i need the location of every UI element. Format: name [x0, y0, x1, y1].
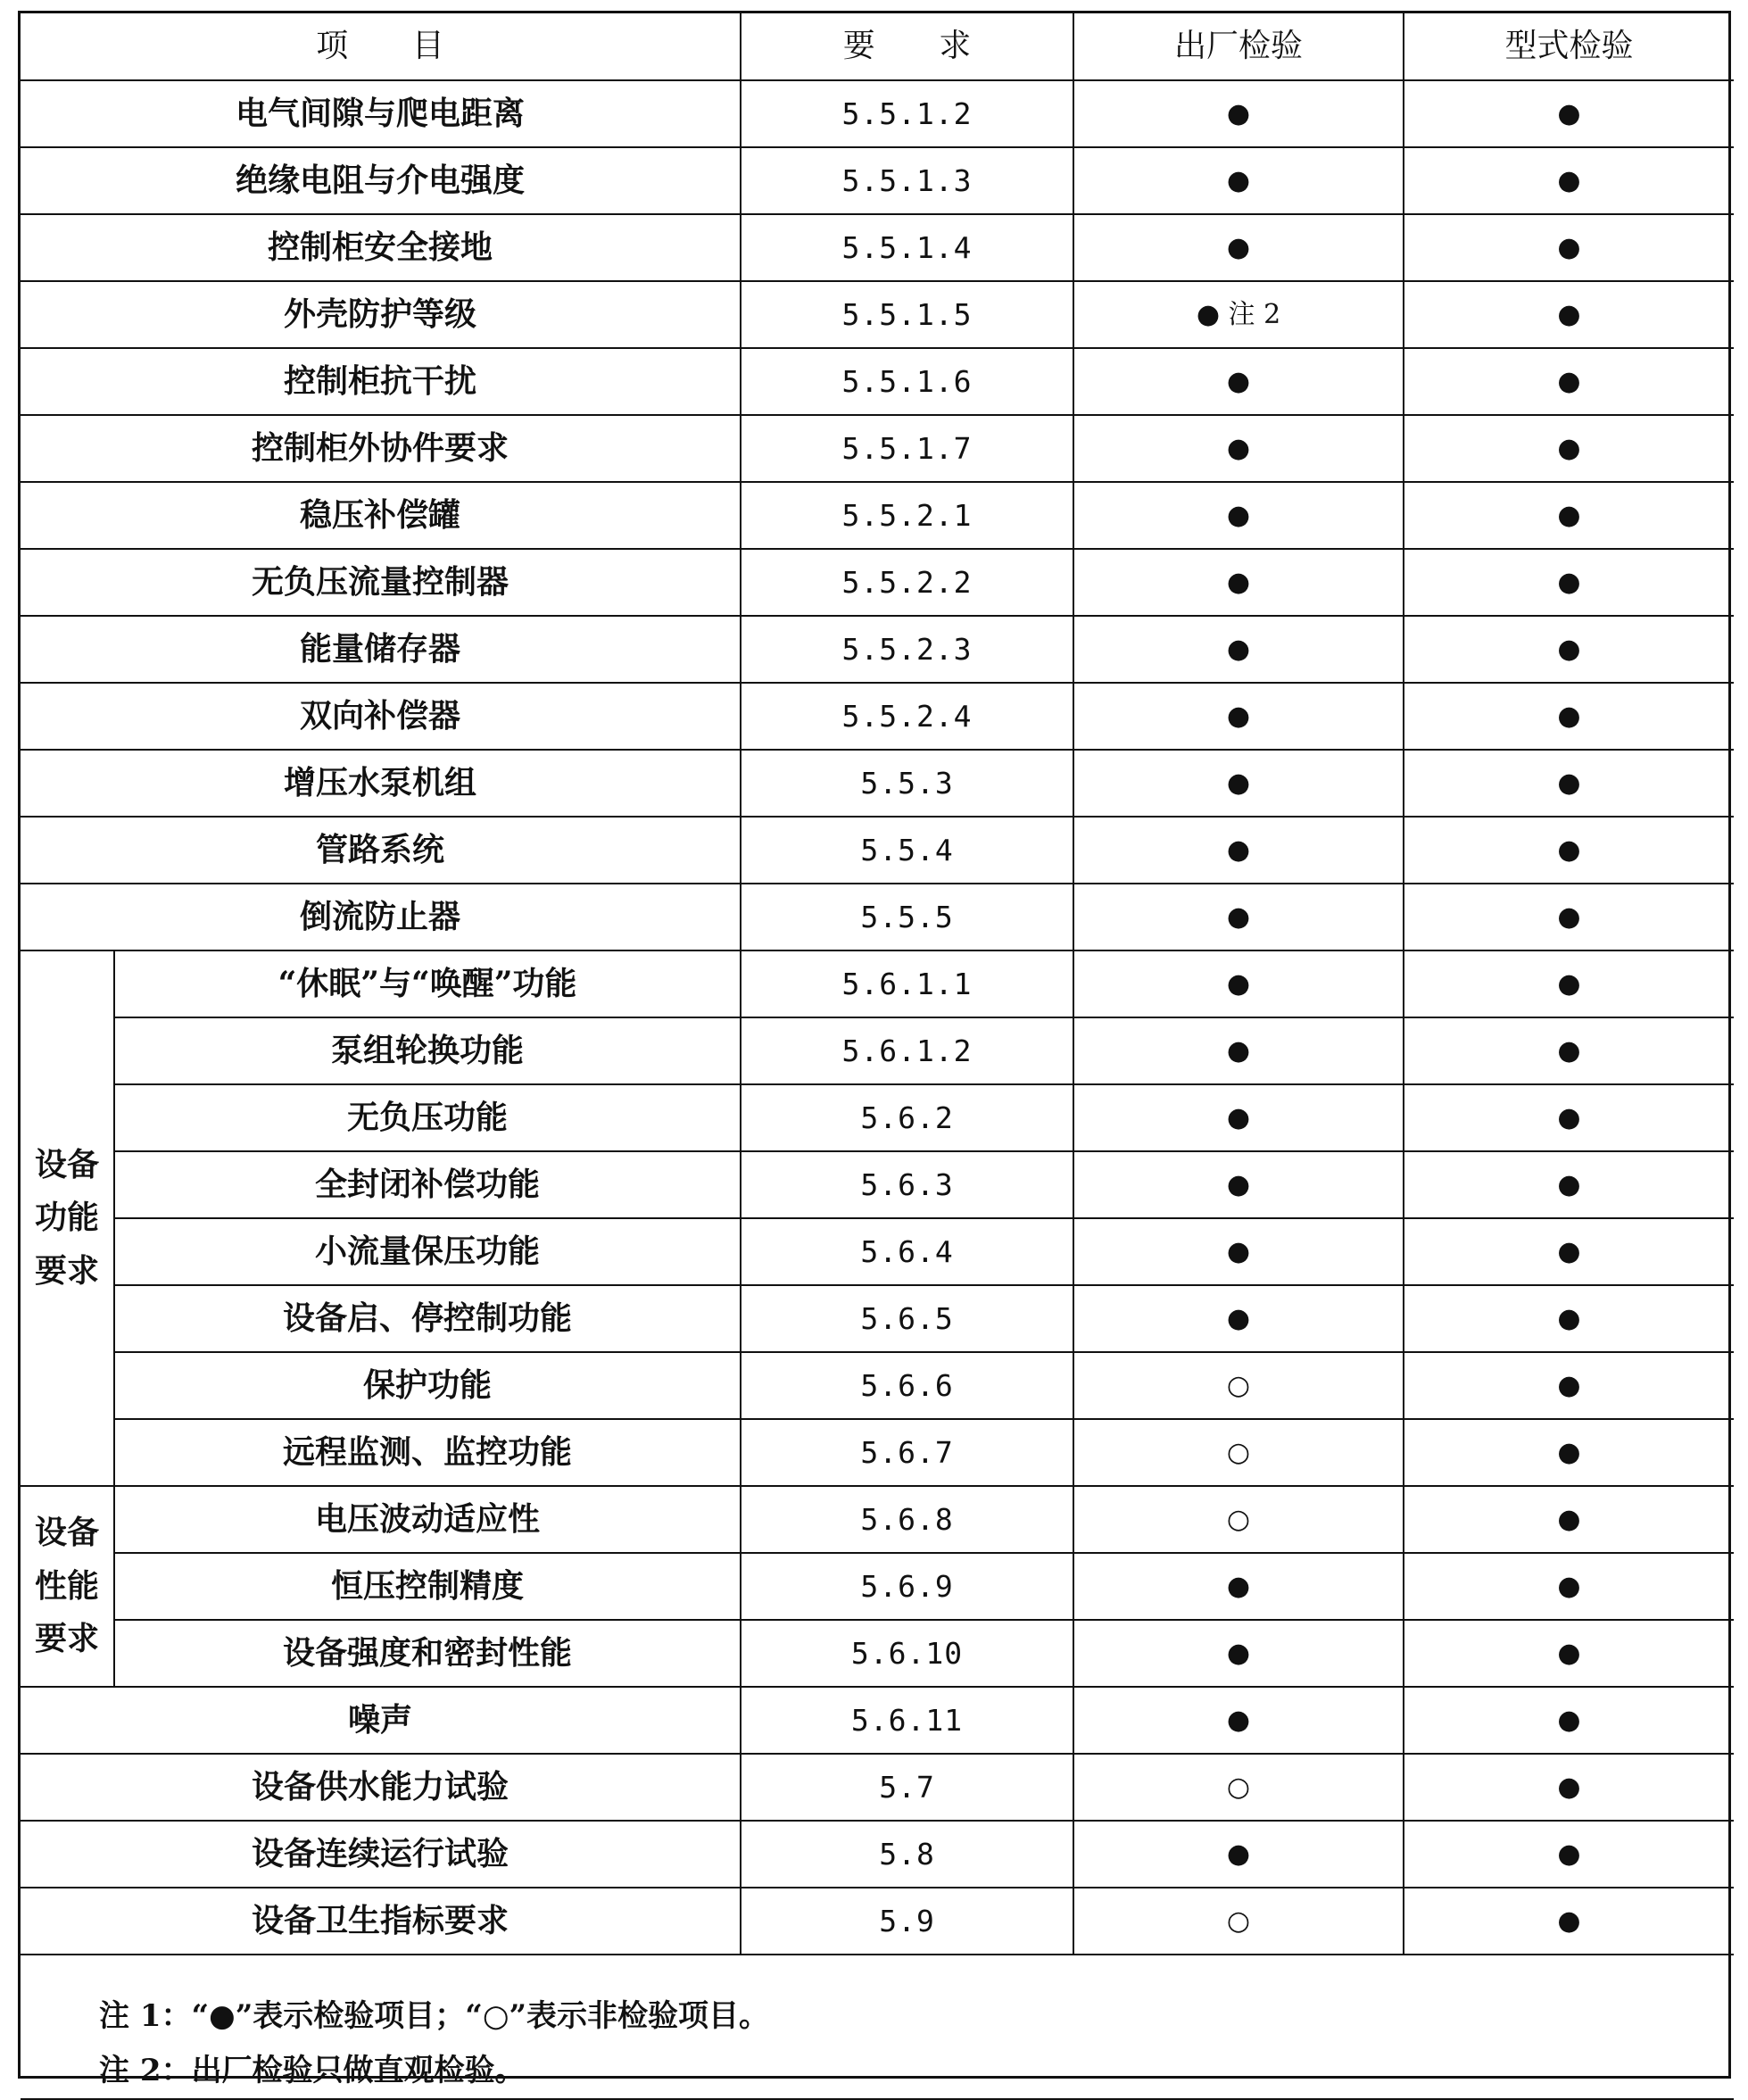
group-label-function: 设备 功能 要求: [21, 950, 114, 1486]
table-row: [21, 1754, 1734, 1821]
item-cell: 控制柜安全接地: [21, 214, 741, 281]
item-cell: “休眠”与“唤醒”功能: [114, 950, 741, 1017]
type-inspection-cell: ●: [1404, 1017, 1734, 1084]
item-cell: 管路系统: [21, 817, 741, 884]
factory-inspection-cell: ●: [1073, 616, 1404, 683]
item-cell: 恒压控制精度: [114, 1553, 741, 1620]
item-cell: 泵组轮换功能: [114, 1017, 741, 1084]
type-inspection-cell: ●: [1404, 1084, 1734, 1151]
requirement-cell: 5.5.1.5: [741, 281, 1073, 348]
factory-inspection-cell: ●: [1073, 549, 1404, 616]
requirement-cell: 5.6.5: [741, 1285, 1073, 1352]
factory-inspection-cell: ●: [1073, 1687, 1404, 1754]
item-cell: 无负压流量控制器: [21, 549, 741, 616]
header-item: 项 目: [21, 13, 741, 80]
type-inspection-cell: ●: [1404, 1888, 1734, 1955]
header-requirement: 要 求: [741, 13, 1073, 80]
type-inspection-cell: ●: [1404, 817, 1734, 884]
table-row: [21, 549, 1734, 616]
requirement-cell: 5.5.1.4: [741, 214, 1073, 281]
requirement-cell: 5.6.4: [741, 1218, 1073, 1285]
factory-inspection-cell: ●: [1073, 1553, 1404, 1620]
type-inspection-cell: ●: [1404, 1486, 1734, 1553]
type-inspection-cell: ●: [1404, 1419, 1734, 1486]
type-inspection-cell: ●: [1404, 950, 1734, 1017]
requirement-cell: 5.6.6: [741, 1352, 1073, 1419]
type-inspection-cell: ●: [1404, 1285, 1734, 1352]
requirement-cell: 5.6.8: [741, 1486, 1073, 1553]
requirement-cell: 5.6.2: [741, 1084, 1073, 1151]
factory-inspection-cell: ●: [1073, 950, 1404, 1017]
item-cell: 远程监测、监控功能: [114, 1419, 741, 1486]
item-cell: 无负压功能: [114, 1084, 741, 1151]
item-cell: 增压水泵机组: [21, 750, 741, 817]
type-inspection-cell: ●: [1404, 750, 1734, 817]
type-inspection-cell: ●: [1404, 1620, 1734, 1687]
type-inspection-cell: ●: [1404, 415, 1734, 482]
table-row: [21, 1218, 1734, 1285]
table-row: [21, 1620, 1734, 1687]
table-row: [21, 1285, 1734, 1352]
table-header-row: [21, 13, 1734, 80]
item-cell: 稳压补偿罐: [21, 482, 741, 549]
requirement-cell: 5.5.2.4: [741, 683, 1073, 750]
header-factory-inspection: 出厂检验: [1073, 13, 1404, 80]
table-row: [21, 147, 1734, 214]
factory-inspection-cell: ●: [1073, 750, 1404, 817]
item-cell: 小流量保压功能: [114, 1218, 741, 1285]
item-cell: 设备连续运行试验: [21, 1821, 741, 1888]
requirement-cell: 5.5.1.7: [741, 415, 1073, 482]
type-inspection-cell: ●: [1404, 348, 1734, 415]
item-cell: 噪声: [21, 1687, 741, 1754]
item-cell: 设备强度和密封性能: [114, 1620, 741, 1687]
factory-inspection-cell: ○: [1073, 1888, 1404, 1955]
factory-inspection-cell: ●: [1073, 348, 1404, 415]
notes-block: [21, 1955, 1734, 2098]
type-inspection-cell: ●: [1404, 549, 1734, 616]
requirement-cell: 5.9: [741, 1888, 1073, 1955]
item-cell: 控制柜抗干扰: [21, 348, 741, 415]
requirement-cell: 5.5.1.3: [741, 147, 1073, 214]
notes-row: [21, 1955, 1734, 2099]
type-inspection-cell: ●: [1404, 616, 1734, 683]
table-row: [21, 80, 1734, 147]
item-cell: 设备供水能力试验: [21, 1754, 741, 1821]
requirement-cell: 5.7: [741, 1754, 1073, 1821]
type-inspection-cell: ●: [1404, 482, 1734, 549]
notes-cell: [21, 1955, 1734, 2099]
requirement-cell: 5.6.3: [741, 1151, 1073, 1218]
item-cell: 保护功能: [114, 1352, 741, 1419]
table-row: [21, 817, 1734, 884]
table-row: [21, 616, 1734, 683]
inspection-items-table-frame: [18, 11, 1731, 2088]
factory-inspection-cell: ● 注 2: [1073, 281, 1404, 348]
table-row: [21, 348, 1734, 415]
table-row: [21, 884, 1734, 950]
type-inspection-cell: ●: [1404, 884, 1734, 950]
requirement-cell: 5.5.1.2: [741, 80, 1073, 147]
type-inspection-cell: ●: [1404, 80, 1734, 147]
item-cell: 电气间隙与爬电距离: [21, 80, 741, 147]
type-inspection-cell: ●: [1404, 1151, 1734, 1218]
factory-inspection-cell: ●: [1073, 214, 1404, 281]
table-row: [21, 1151, 1734, 1218]
table-row: [21, 1017, 1734, 1084]
table-row: [21, 1888, 1734, 1955]
note-1: 注 1：“●”表示检验项目；“○”表示非检验项目。: [99, 1998, 770, 2034]
requirement-cell: 5.6.9: [741, 1553, 1073, 1620]
table-row: [21, 482, 1734, 549]
table-row: [21, 683, 1734, 750]
table-row: [21, 1821, 1734, 1888]
type-inspection-cell: ●: [1404, 214, 1734, 281]
item-cell: 电压波动适应性: [114, 1486, 741, 1553]
item-cell: 设备启、停控制功能: [114, 1285, 741, 1352]
requirement-cell: 5.6.10: [741, 1620, 1073, 1687]
requirement-cell: 5.5.5: [741, 884, 1073, 950]
inspection-items-table: [21, 13, 1734, 2100]
requirement-cell: 5.6.7: [741, 1419, 1073, 1486]
factory-inspection-cell: ●: [1073, 1821, 1404, 1888]
table-row: [21, 750, 1734, 817]
type-inspection-cell: ●: [1404, 1821, 1734, 1888]
factory-inspection-cell: ○: [1073, 1754, 1404, 1821]
factory-inspection-cell: ●: [1073, 683, 1404, 750]
requirement-cell: 5.5.3: [741, 750, 1073, 817]
requirement-cell: 5.5.2.3: [741, 616, 1073, 683]
header-type-inspection: 型式检验: [1404, 13, 1734, 80]
table-row: [21, 281, 1734, 348]
requirement-cell: 5.5.4: [741, 817, 1073, 884]
item-cell: 全封闭补偿功能: [114, 1151, 741, 1218]
requirement-cell: 5.5.2.1: [741, 482, 1073, 549]
requirement-cell: 5.6.11: [741, 1687, 1073, 1754]
table-row: [21, 1687, 1734, 1754]
table-row: [21, 1419, 1734, 1486]
table-row: [21, 1553, 1734, 1620]
item-cell: 控制柜外协件要求: [21, 415, 741, 482]
factory-inspection-cell: ●: [1073, 884, 1404, 950]
group-label-performance: 设备 性能 要求: [21, 1486, 114, 1687]
factory-inspection-cell: ●: [1073, 1084, 1404, 1151]
type-inspection-cell: ●: [1404, 1218, 1734, 1285]
type-inspection-cell: ●: [1404, 1553, 1734, 1620]
factory-inspection-cell: ○: [1073, 1486, 1404, 1553]
item-cell: 倒流防止器: [21, 884, 741, 950]
table-row: [21, 415, 1734, 482]
table-row: [21, 1486, 1734, 1553]
note-2: 注 2：出厂检验只做直观检验。: [99, 2053, 526, 2088]
type-inspection-cell: ●: [1404, 1687, 1734, 1754]
type-inspection-cell: ●: [1404, 683, 1734, 750]
factory-inspection-cell: ●: [1073, 1285, 1404, 1352]
factory-inspection-cell: ●: [1073, 817, 1404, 884]
type-inspection-cell: ●: [1404, 1754, 1734, 1821]
item-cell: 绝缘电阻与介电强度: [21, 147, 741, 214]
factory-inspection-cell: ●: [1073, 1620, 1404, 1687]
requirement-cell: 5.8: [741, 1821, 1073, 1888]
table-row: [21, 950, 1734, 1017]
factory-inspection-cell: ●: [1073, 415, 1404, 482]
factory-inspection-cell: ●: [1073, 1151, 1404, 1218]
table-row: [21, 214, 1734, 281]
requirement-cell: 5.5.1.6: [741, 348, 1073, 415]
factory-inspection-cell: ●: [1073, 80, 1404, 147]
factory-inspection-cell: ●: [1073, 147, 1404, 214]
type-inspection-cell: ●: [1404, 1352, 1734, 1419]
requirement-cell: 5.6.1.2: [741, 1017, 1073, 1084]
item-cell: 能量储存器: [21, 616, 741, 683]
table-row: [21, 1352, 1734, 1419]
factory-inspection-cell: ○: [1073, 1419, 1404, 1486]
item-cell: 双向补偿器: [21, 683, 741, 750]
requirement-cell: 5.5.2.2: [741, 549, 1073, 616]
factory-inspection-cell: ●: [1073, 1017, 1404, 1084]
type-inspection-cell: ●: [1404, 281, 1734, 348]
requirement-cell: 5.6.1.1: [741, 950, 1073, 1017]
type-inspection-cell: ●: [1404, 147, 1734, 214]
factory-inspection-cell: ●: [1073, 482, 1404, 549]
factory-inspection-cell: ○: [1073, 1352, 1404, 1419]
item-cell: 设备卫生指标要求: [21, 1888, 741, 1955]
table-row: [21, 1084, 1734, 1151]
item-cell: 外壳防护等级: [21, 281, 741, 348]
factory-inspection-cell: ●: [1073, 1218, 1404, 1285]
